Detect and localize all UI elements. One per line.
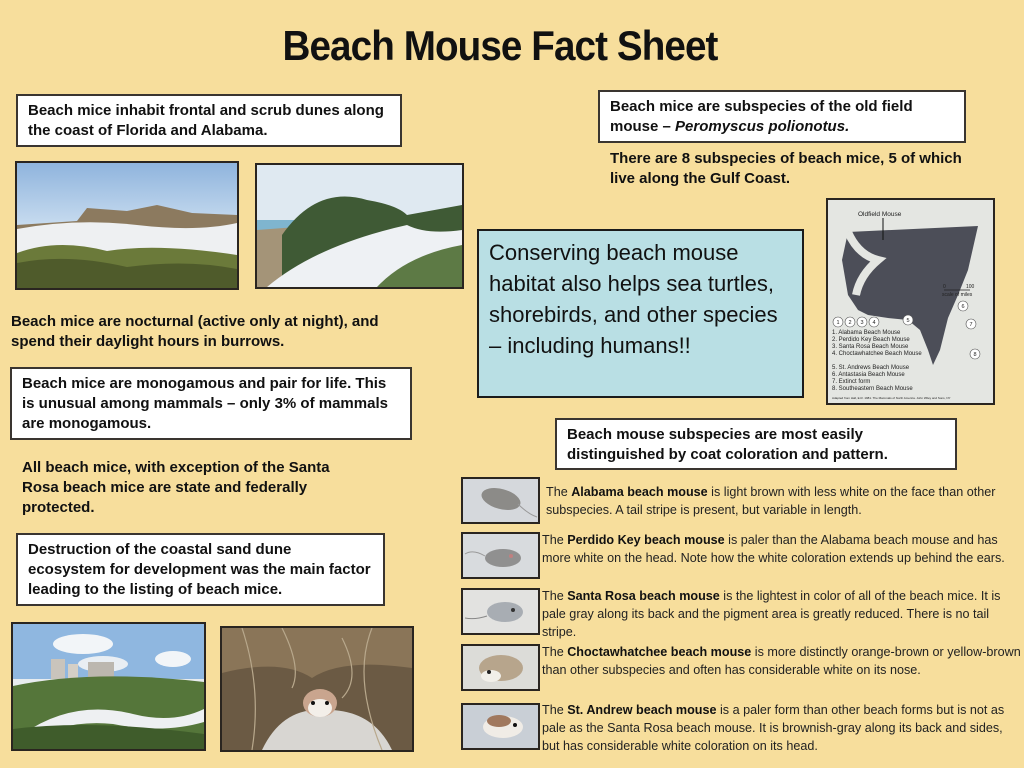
subspecies-item-st-andrew <box>461 703 1021 755</box>
conservation-callout <box>477 229 804 398</box>
subspecies-of-text: Beach mice are subspecies of the old field mouse – <box>610 98 913 135</box>
st-andrew-mouse-thumbnail <box>461 703 540 750</box>
destruction-fact-text: Destruction of the coastal sand dune ecosystem for development was the main factor leading to the listing of beach mice. <box>28 541 371 598</box>
svg-text:1. Alabama Beach Mouse: 1. Alabama Beach Mouse <box>832 330 901 336</box>
development-image <box>13 624 204 749</box>
range-map-image <box>828 200 993 403</box>
subspecies-name: Santa Rosa beach mouse <box>567 589 720 603</box>
svg-text:2. Perdido Key Beach Mouse: 2. Perdido Key Beach Mouse <box>832 337 910 343</box>
alabama-mouse-thumbnail <box>461 477 540 524</box>
svg-text:scale of miles: scale of miles <box>942 292 973 298</box>
santa-rosa-mouse-thumbnail <box>461 588 540 635</box>
svg-text:6: 6 <box>961 304 965 310</box>
svg-text:8: 8 <box>973 352 977 358</box>
monogamous-fact-text: Beach mice are monogamous and pair for life. This is unusual among mammals – only 3% of mammals are monogamous. <box>22 375 388 432</box>
nocturnal-fact-text: Beach mice are nocturnal (active only at night), and spend their daylight hours in burrows. <box>11 313 379 350</box>
subspecies-item-perdido-key <box>461 532 1021 579</box>
subspecies-name: Choctawhatchee beach mouse <box>567 645 752 659</box>
dune-landscape-image <box>17 163 237 288</box>
svg-text:100: 100 <box>966 284 975 290</box>
burrow-mouse-photo <box>220 626 414 752</box>
destruction-fact-box <box>16 533 385 606</box>
conservation-callout-text: Conserving beach mouse habitat also helps sea turtles, shorebirds, and other species – including humans!! <box>489 240 778 358</box>
svg-text:1: 1 <box>836 320 840 326</box>
scientific-name: Peromyscus polionotus. <box>675 118 850 135</box>
subspecies-name: St. Andrew beach mouse <box>567 703 717 717</box>
protected-fact-text: All beach mice, with exception of the Santa Rosa beach mice are state and federally protected. <box>22 459 330 516</box>
coat-coloration-text: Beach mouse subspecies are most easily distinguished by coat coloration and pattern. <box>567 426 888 463</box>
svg-text:3. Santa Rosa Beach Mouse: 3. Santa Rosa Beach Mouse <box>832 344 909 350</box>
subspecies-item-choctawhatchee <box>461 644 1021 691</box>
svg-text:4. Choctawhatchee Beach Mouse: 4. Choctawhatchee Beach Mouse <box>832 351 922 357</box>
subspecies-item-alabama <box>461 477 1021 524</box>
dune-photo-scrub <box>255 163 464 289</box>
svg-text:7: 7 <box>969 322 973 328</box>
svg-text:5. St. Andrews Beach Mouse: 5. St. Andrews Beach Mouse <box>832 365 910 371</box>
subspecies-item-santa-rosa <box>461 588 1021 641</box>
perdido-key-mouse-thumbnail <box>461 532 540 579</box>
page-title: Beach Mouse Fact Sheet <box>282 22 718 69</box>
dune-photo-frontal <box>15 161 239 290</box>
burrow-mouse-image <box>222 628 412 750</box>
range-map <box>826 198 995 405</box>
svg-text:Adapted from Hall, E.R. 1981.: Adapted from Hall, E.R. 1981. The Mammals of North America. John Wiley and Sons, NY <box>832 396 951 400</box>
svg-text:4: 4 <box>872 320 876 326</box>
subspecies-desc-alabama: The Alabama beach mouse is light brown with less white on the face than other subspecies. A tail stripe is present, but variable in length. <box>546 485 996 517</box>
habitat-fact-text: Beach mice inhabit frontal and scrub dunes along the coast of Florida and Alabama. <box>28 102 384 139</box>
habitat-fact-box <box>16 94 402 147</box>
eight-subspecies-text: There are 8 subspecies of beach mice, 5 of which live along the Gulf Coast. <box>610 150 962 187</box>
subspecies-name: Alabama beach mouse <box>571 485 708 499</box>
svg-text:8. Southeastern Beach Mouse: 8. Southeastern Beach Mouse <box>832 386 913 392</box>
choctawhatchee-mouse-thumbnail <box>461 644 540 691</box>
subspecies-of-fact-box <box>598 90 966 143</box>
svg-text:3: 3 <box>860 320 864 326</box>
svg-text:2: 2 <box>848 320 852 326</box>
monogamous-fact-box <box>10 367 412 440</box>
map-label: Oldfield Mouse <box>858 211 902 218</box>
subspecies-desc-st-andrew: The St. Andrew beach mouse is a paler form than other beach forms but is not as pale as the Santa Rosa beach mouse. It is brownish-gray along its back and sides, but has considerable white coloration on its head. <box>542 703 1005 753</box>
scrub-dune-image <box>257 165 462 287</box>
subspecies-desc-santa-rosa: The Santa Rosa beach mouse is the lightest in color of all of the beach mice. It is pale gray along its back and the pigment area is greatly reduced. There is no tail stripe. <box>542 589 1001 639</box>
svg-text:5: 5 <box>906 318 910 324</box>
subspecies-name: Perdido Key beach mouse <box>567 533 725 547</box>
subspecies-desc-choctawhatchee: The Choctawhatchee beach mouse is more distinctly orange-brown or yellow-brown than other subspecies and often has considerable white on its nose. <box>542 645 1021 677</box>
svg-text:0: 0 <box>943 284 946 290</box>
development-photo <box>11 622 206 751</box>
svg-text:7. Extinct form: 7. Extinct form <box>832 379 871 385</box>
coat-coloration-fact-box <box>555 418 957 470</box>
subspecies-desc-perdido-key: The Perdido Key beach mouse is paler than the Alabama beach mouse and has more white on the head. Note how the white coloration extends up behind the ears. <box>542 533 1005 565</box>
svg-text:6. Antastasia Beach Mouse: 6. Antastasia Beach Mouse <box>832 372 905 378</box>
